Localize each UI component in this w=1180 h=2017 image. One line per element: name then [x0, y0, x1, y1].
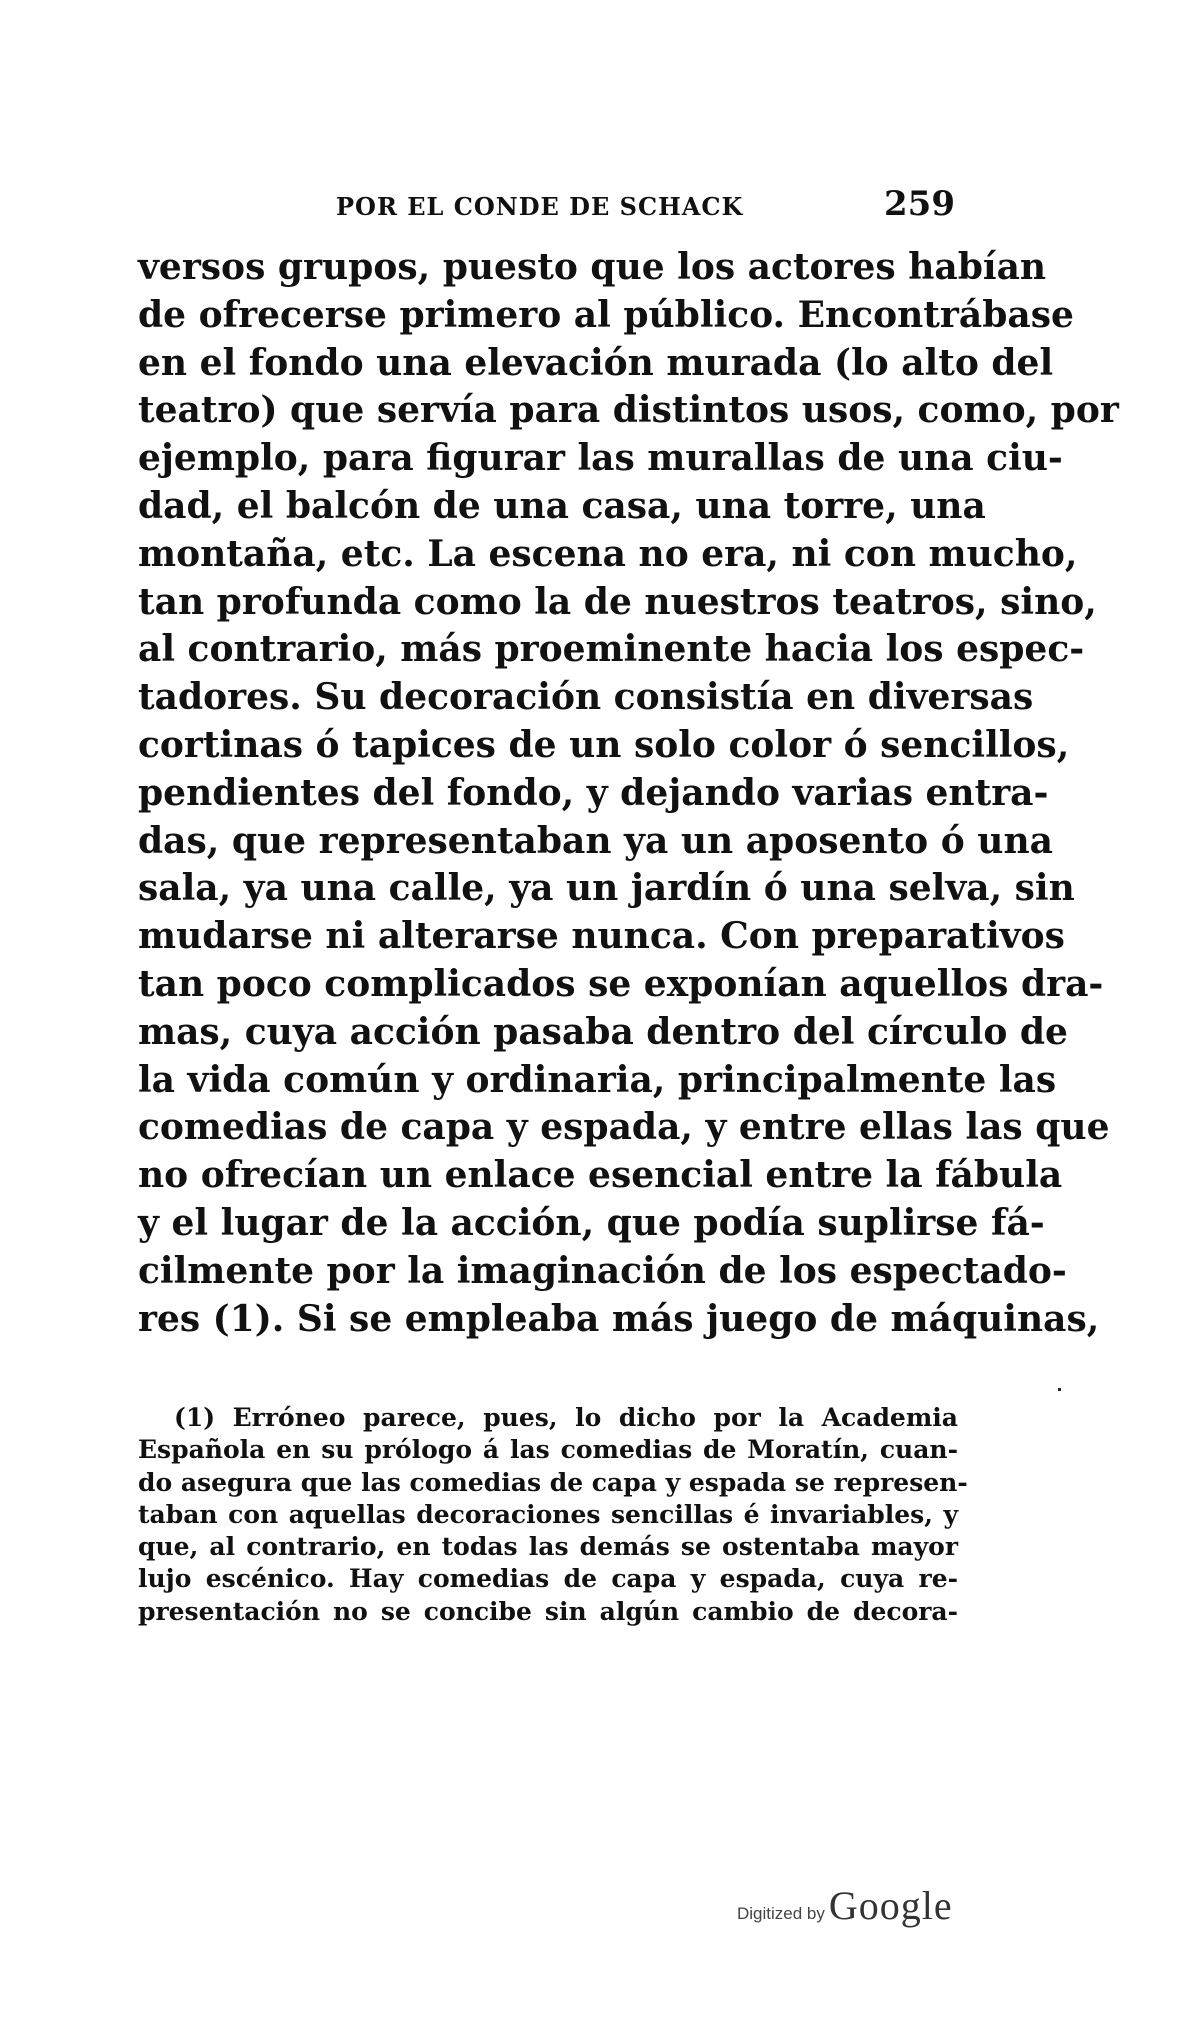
text-line: mudarse ni alterarse nunca. Con preparativos	[138, 915, 1065, 958]
running-title: POR EL CONDE DE SCHACK	[336, 192, 744, 221]
text-line: de ofrecerse primero al público. Encontrábase	[138, 293, 1074, 336]
text-line: pendientes del fondo, y dejando varias entra-	[138, 771, 1049, 814]
footnote-line: presentación no se concibe sin algún cambio de decora-	[138, 1596, 958, 1626]
running-head	[140, 184, 955, 232]
text-line: montaña, etc. La escena no era, ni con mucho,	[138, 532, 1078, 575]
footnote-line: (1) Erróneo parece, pues, lo dicho por la Academia	[174, 1403, 958, 1432]
footnote	[138, 1402, 968, 1628]
text-line: y el lugar de la acción, que podía suplirse fá-	[138, 1201, 1045, 1244]
text-line: en el fondo una elevación murada (lo alto del	[138, 341, 1054, 384]
text-line: sala, ya una calle, ya un jardín ó una selva, sin	[138, 867, 1075, 910]
text-line: res (1). Si se empleaba más juego de máquinas,	[138, 1297, 1100, 1340]
text-line: cortinas ó tapices de un solo color ó sencillos,	[138, 723, 1070, 766]
footnote-line: do asegura que las comedias de capa y espada se represen-	[138, 1467, 968, 1497]
text-line: al contrario, más proeminente hacia los espec-	[138, 628, 1085, 671]
text-line: tan poco complicados se exponían aquellos dra-	[138, 962, 1104, 1005]
text-line: tadores. Su decoración consistía en diversas	[138, 676, 1034, 719]
text-line: cilmente por la imaginación de los espectado-	[138, 1249, 1067, 1292]
text-line: ejemplo, para figurar las murallas de una ciu-	[138, 437, 1063, 480]
text-line: tan profunda como la de nuestros teatros, sino,	[138, 580, 1097, 623]
page-number: 259	[884, 184, 955, 224]
text-line: no ofrecían un enlace esencial entre la fábula	[138, 1154, 1063, 1197]
text-line: mas, cuya acción pasaba dentro del círculo de	[138, 1010, 1068, 1053]
text-line: la vida común y ordinaria, principalmente las	[138, 1058, 1057, 1101]
footnote-line: lujo escénico. Hay comedias de capa y espada, cuya re-	[138, 1564, 958, 1594]
text-line: comedias de capa y espada, y entre ellas las que	[138, 1106, 1110, 1149]
body-text	[138, 244, 1119, 1343]
footnote-line: que, al contrario, en todas las demás se ostentaba mayor	[138, 1532, 958, 1562]
text-line: teatro) que servía para distintos usos, como, por	[138, 389, 1119, 432]
digitized-by-watermark	[737, 1882, 953, 1932]
text-line: dad, el balcón de una casa, una torre, una	[138, 484, 986, 527]
text-line: versos grupos, puesto que los actores habían	[138, 246, 1047, 288]
digitized-label: Digitized by	[737, 1904, 825, 1923]
print-speck	[1058, 1388, 1061, 1391]
footnote-line: taban con aquellas decoraciones sencillas é invariables, y	[138, 1499, 958, 1529]
footnote-line: Española en su prólogo á las comedias de Moratín, cuan-	[138, 1435, 958, 1465]
text-line: das, que representaban ya un aposento ó una	[138, 819, 1053, 862]
google-logo: Google	[828, 1883, 953, 1928]
